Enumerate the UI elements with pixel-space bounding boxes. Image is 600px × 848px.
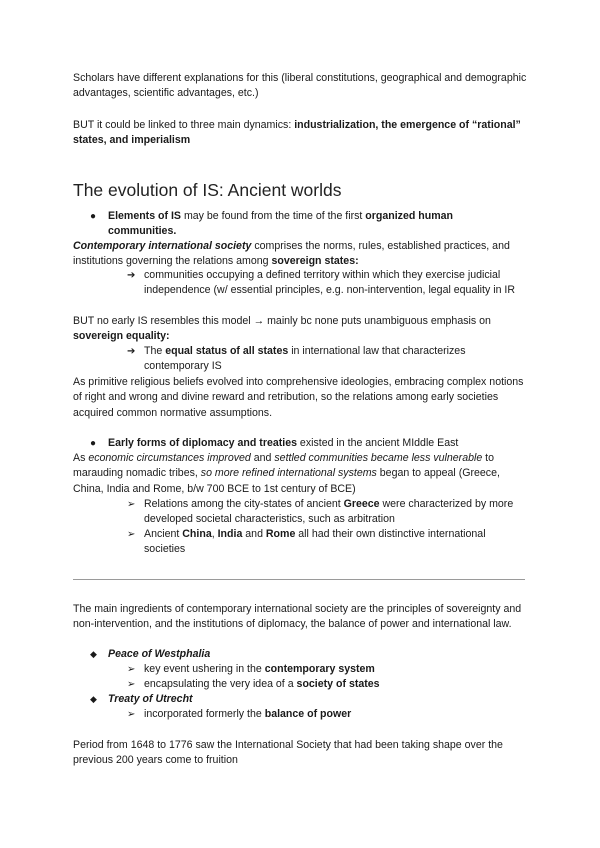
contemporary-is-paragraph bbox=[73, 239, 533, 270]
section-heading: The evolution of IS: Ancient worlds bbox=[73, 180, 342, 200]
bold-text: society of states bbox=[296, 678, 380, 690]
triangle-marker: ➢ bbox=[127, 679, 136, 690]
triangle-marker: ➢ bbox=[127, 499, 136, 510]
bullet-marker: ● bbox=[90, 438, 97, 449]
bold-text: sovereign equality: bbox=[73, 330, 170, 343]
triangle-marker: ➢ bbox=[127, 664, 136, 675]
dynamics-paragraph bbox=[73, 118, 533, 149]
tri-item-greece bbox=[144, 497, 514, 528]
arrow-marker: ➔ bbox=[127, 346, 136, 357]
but-paragraph bbox=[73, 314, 533, 345]
tri-item-balance-of-power bbox=[144, 707, 514, 722]
body-text: existed in the ancient MIddle East bbox=[296, 437, 459, 449]
bold-text: India bbox=[217, 528, 243, 540]
italic-text: so more refined international systems bbox=[200, 467, 377, 480]
bullet-diplomacy-treaties bbox=[108, 436, 518, 451]
dynamics-bold: industrialization, the emergence of “rational” states, and imperialism bbox=[73, 119, 521, 147]
tri-item-society-of-states bbox=[144, 677, 514, 692]
body-text: and bbox=[250, 452, 275, 464]
tri-item-china-india-rome bbox=[144, 527, 514, 558]
period-paragraph: Period from 1648 to 1776 saw the International Society that had been taking shape over the previous 200 years come to fruition bbox=[73, 739, 503, 767]
arrow-item-equal-status bbox=[144, 344, 494, 375]
economic-circumstances-paragraph bbox=[73, 451, 533, 497]
body-text: to marauding nomadic tribes, bbox=[73, 452, 495, 480]
bold-italic-text: Contemporary international society bbox=[73, 240, 252, 252]
body-text: incorporated formerly the bbox=[144, 708, 265, 720]
bold-text: Early forms of diplomacy and treaties bbox=[108, 437, 297, 449]
diamond-marker: ◆ bbox=[90, 694, 97, 704]
bold-text: sovereign states: bbox=[271, 255, 359, 268]
body-text: As bbox=[73, 452, 89, 464]
body-text: began to appeal (Greece, China, India and Rome, b/w 700 BCE to 1st century of BCE) bbox=[73, 467, 500, 495]
bullet-marker: ● bbox=[90, 211, 97, 222]
body-text: The bbox=[144, 345, 166, 357]
primitive-beliefs-paragraph: As primitive religious beliefs evolved into comprehensive ideologies, embracing complex notions of right and wrong and divine reward and retribution, so the relations among early societies acquired common normative assumptions. bbox=[73, 376, 524, 419]
bold-text: equal status of all states bbox=[165, 345, 289, 357]
bold-text: China bbox=[182, 528, 212, 540]
bullet-elements-of-is bbox=[108, 209, 488, 240]
arrow-marker: ➔ bbox=[127, 270, 136, 281]
bold-text: Greece bbox=[343, 498, 380, 510]
bold-text: Elements of IS bbox=[108, 210, 181, 222]
bold-italic-text: Peace of Westphalia bbox=[108, 648, 211, 660]
body-text: all had their own distinctive international societies bbox=[144, 528, 486, 556]
diamond-item-utrecht bbox=[108, 692, 193, 707]
body-text: and bbox=[242, 528, 266, 540]
body-text: in international law that characterizes contemporary IS bbox=[144, 345, 466, 373]
bold-text: balance of power bbox=[264, 708, 352, 720]
tri-item-key-event bbox=[144, 662, 514, 677]
body-text: key event ushering in the bbox=[144, 663, 265, 675]
italic-text: economic circumstances improved bbox=[88, 452, 251, 464]
bold-text: organized human communities. bbox=[108, 210, 453, 238]
bold-text: Rome bbox=[265, 528, 296, 540]
dynamics-text: BUT it could be linked to three main dynamics: bbox=[73, 119, 295, 131]
body-text: , bbox=[211, 528, 218, 540]
bold-text: contemporary system bbox=[264, 663, 375, 675]
italic-text: settled communities became less vulnerable bbox=[274, 452, 483, 464]
body-text: were characterized by more developed societal characteristics, such as arbitration bbox=[144, 498, 514, 526]
intro-paragraph: Scholars have different explanations for this (liberal constitutions, geographical and demographic advantages, scientific advantages, etc.) bbox=[73, 72, 527, 100]
triangle-marker: ➢ bbox=[127, 709, 136, 720]
body-text: BUT no early IS resembles this model → mainly bc none puts unambiguous emphasis on bbox=[73, 315, 491, 327]
body-text: comprises the norms, rules, established practices, and institutions governing the relations among bbox=[73, 240, 510, 268]
diamond-marker: ◆ bbox=[90, 649, 97, 659]
horizontal-divider bbox=[73, 579, 525, 580]
triangle-marker: ➢ bbox=[127, 529, 136, 540]
diamond-item-westphalia bbox=[108, 647, 210, 662]
body-text: may be found from the time of the first bbox=[181, 210, 366, 222]
arrow-item-communities: communities occupying a defined territory within which they exercise judicial independence (w/ essential principles, e.g. non-intervention, legal equality in IR bbox=[144, 269, 516, 297]
body-text: Relations among the city-states of ancient bbox=[144, 498, 344, 510]
body-text: encapsulating the very idea of a bbox=[144, 678, 297, 690]
bold-italic-text: Treaty of Utrecht bbox=[108, 693, 193, 705]
body-text: Ancient bbox=[144, 528, 183, 540]
main-ingredients-paragraph: The main ingredients of contemporary international society are the principles of sovereignty and non-intervention, and the institutions of diplomacy, the balance of power and international law. bbox=[73, 603, 522, 631]
